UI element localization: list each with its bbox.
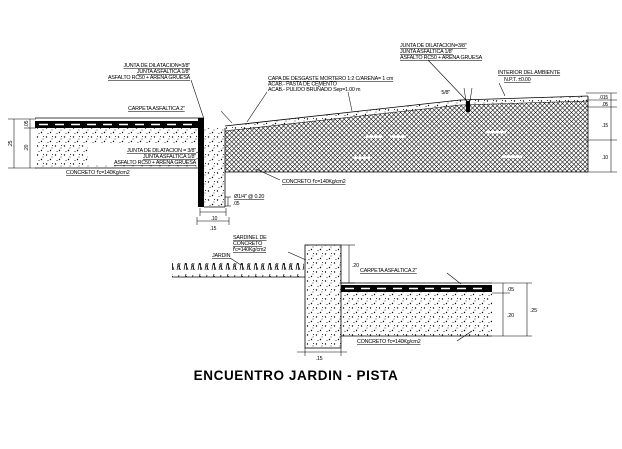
- concrete-base-layer-2: [341, 292, 492, 336]
- note-surface-1: CAPA DE DESGASTE MORTERO 1:2 C/ARENA= 1 cm: [268, 76, 394, 82]
- asphalt-joint-strip: [198, 118, 204, 207]
- note-sardinel-3: f'c=140Kg/cm2: [233, 247, 267, 253]
- note-joint-left-3: ASFALTO RC50 + ARENA GRUESA: [107, 75, 190, 81]
- dim-slab-a: .15: [601, 123, 608, 129]
- note-carpeta-2: CARPETA ASFALTICA 2": [360, 268, 417, 274]
- note-surface-3: ACAB.- PULIDO BRUÑADO Sep=1.00 m: [268, 87, 361, 93]
- grass-hatch: [172, 263, 304, 277]
- note-joint-right-1: JUNTA DE DILATACION=3/8": [400, 43, 467, 49]
- note-joint-left-2: JUNTA ASFALTICA 1/8": [136, 69, 190, 75]
- note-rebar: Ø1/4" @ 0.20: [234, 194, 265, 200]
- note-interior: INTERIOR DEL AMBIENTE: [498, 70, 561, 76]
- garden-area: [172, 263, 305, 277]
- note-concreto-slab: CONCRETO f'c=140Kg/cm2: [282, 179, 346, 185]
- bottom-detail: [172, 235, 537, 362]
- top-detail: [8, 43, 617, 232]
- dimensions-left: [8, 119, 36, 168]
- dim-stem-base: .15: [209, 226, 217, 232]
- note-joint-right-3: ASFALTO RC50 + ARENA GRUESA: [400, 55, 483, 61]
- note-npt: N.P.T. ±0.00: [504, 77, 531, 83]
- concrete-stem: [204, 128, 225, 207]
- dim-curb-exposed: .20: [352, 263, 359, 269]
- dim-slab-b: .10: [601, 155, 608, 161]
- dim-wear: .015: [599, 95, 608, 101]
- dim-total-left: .25: [8, 140, 14, 148]
- note-sardinel-2: CONCRETO: [233, 241, 263, 247]
- note-jardin: JARDIN: [212, 253, 231, 259]
- curb-sardinel: [305, 245, 341, 348]
- note-joint-right-2: JUNTA ASFALTICA 1/8": [400, 49, 454, 55]
- slab-hatch: [225, 101, 588, 172]
- dim-base-2: .20: [507, 313, 514, 319]
- note-concreto-2: CONCRETO f'c=140Kg/cm2: [357, 339, 421, 345]
- dim-stem-width: .10: [210, 216, 218, 222]
- dim-carpeta-left: .05: [24, 120, 30, 128]
- note-joint-inner-2: JUNTA ASFALTICA 1/8": [142, 154, 196, 160]
- dim-carpeta-2: .05: [507, 287, 514, 293]
- note-joint-inner-3: ASFALTO RC50 + ARENA GRUESA: [113, 160, 196, 166]
- expansion-joint: [198, 118, 225, 207]
- lower-pavement-section: [341, 283, 492, 336]
- dim-total-2: .25: [530, 308, 537, 314]
- note-joint-width: 5/8": [441, 90, 450, 96]
- dim-base-left: .20: [24, 144, 30, 152]
- note-joint-inner-1: JUNTA DE DILATACION = 3/8": [126, 148, 196, 154]
- note-sardinel-1: SARDINEL DE: [233, 235, 267, 241]
- note-carpeta-top: CARPETA ASFALTICA 2": [128, 106, 185, 112]
- drawing-title: ENCUENTRO JARDIN - PISTA: [193, 368, 399, 383]
- dimensions-right: [586, 93, 617, 172]
- note-surface-2: ACAB.- PASTA DE CEMENTO: [268, 81, 337, 88]
- dim-upper: .05: [601, 102, 608, 108]
- curb-body: [305, 245, 341, 348]
- note-concreto-left: CONCRETO f'c=140Kg/cm2: [66, 170, 130, 176]
- slab-joint-strip: [466, 101, 470, 112]
- note-joint-left-1: JUNTA DE DILATACION=3/8": [123, 63, 190, 69]
- slab-section: [225, 88, 588, 172]
- dim-curb-width: .15: [315, 356, 323, 362]
- dim-stem-cover: .05: [233, 201, 240, 207]
